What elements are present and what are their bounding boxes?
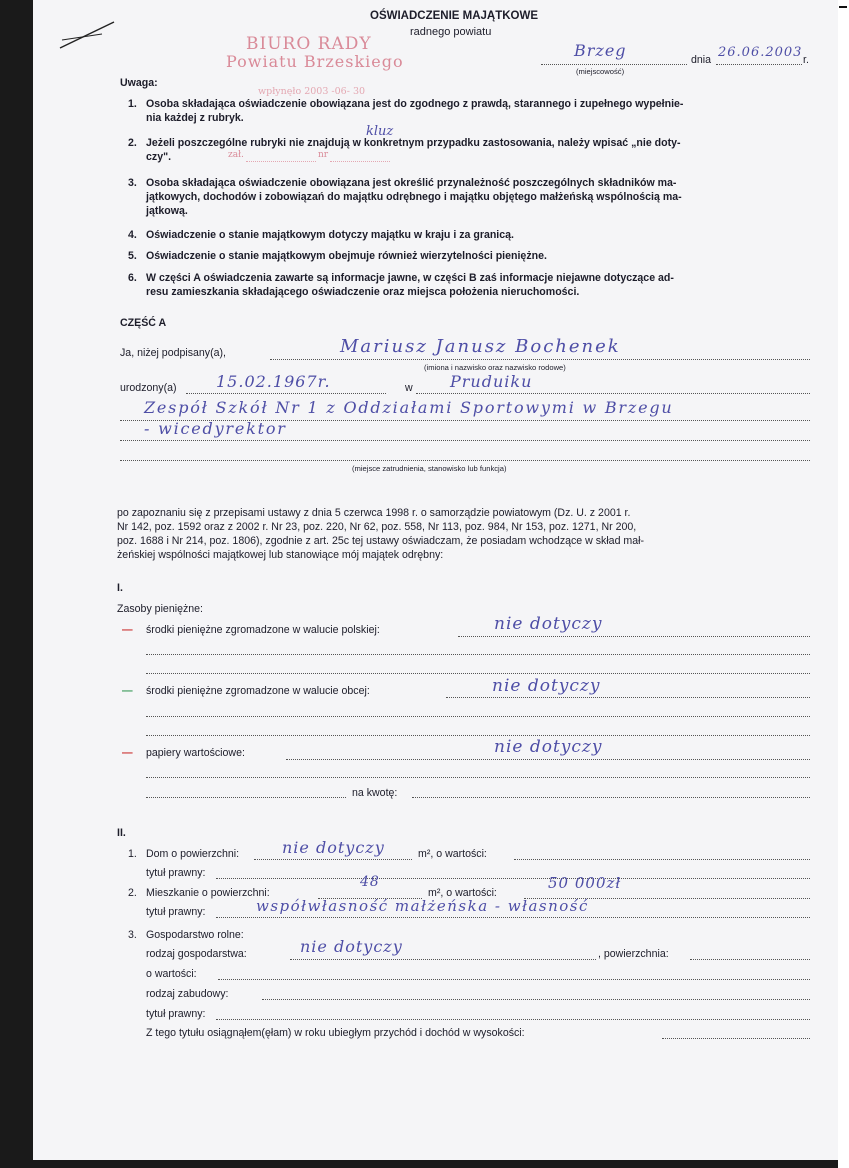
- securities-line-2: [146, 777, 810, 778]
- statement-line-3: poz. 1688 i Nr 214, poz. 1806), zgodnie z art. 25c tej ustawy oświadczam, że posiadam wchodzące w skład mał-: [117, 535, 645, 547]
- page-edge: [838, 0, 849, 1168]
- place-caption: (miejscowość): [576, 67, 625, 76]
- place-dotted-line: [541, 64, 687, 65]
- securities-handwritten: nie dotyczy: [494, 737, 603, 757]
- mieszkanie-m2-label: m², o wartości:: [428, 887, 497, 899]
- powierzchnia-label: , powierzchnia:: [598, 948, 669, 960]
- uwaga-item-6-line-1: W części A oświadczenia zawarte są informacje jawne, w części B zaś informacje niejawne dotyczące ad-: [146, 272, 674, 284]
- uwaga-item-2-line-2: czy".: [146, 151, 172, 163]
- born-place-handwritten: Pruduiku: [450, 372, 533, 391]
- corner-mark: [839, 6, 847, 8]
- rodzaj-line: [290, 959, 596, 960]
- mieszkanie-label: Mieszkanie o powierzchni:: [146, 887, 270, 899]
- pln-line-3: [146, 673, 810, 674]
- rodzaj-handwritten: nie dotyczy: [300, 937, 403, 956]
- statement-line-4: żeńskiej wspólności majątkowej lub stanowiące mój majątek odrębny:: [117, 549, 444, 561]
- item-2-num: 2.: [128, 887, 137, 899]
- securities-line-3: [146, 797, 346, 798]
- date-dotted-line: [716, 64, 802, 65]
- uwaga-item-6-num: 6.: [128, 272, 137, 284]
- document-title: OŚWIADCZENIE MAJĄTKOWE: [370, 10, 539, 22]
- foreign-line-2: [146, 716, 810, 717]
- pln-label: środki pieniężne zgromadzone w walucie polskiej:: [146, 624, 380, 636]
- uwaga-item-3-line-3: jątkową.: [146, 205, 188, 217]
- dom-label: Dom o powierzchni:: [146, 848, 240, 860]
- uwaga-item-4-line-1: Oświadczenie o stanie majątkowym dotyczy majątku w kraju i za granicą.: [146, 229, 514, 241]
- stamp-initials: kluz: [366, 124, 394, 139]
- foreign-dash: —: [122, 685, 133, 697]
- uwaga-item-6-line-2: resu zamieszkania składającego oświadczenie oraz miejsca położenia nieruchomości.: [146, 286, 580, 298]
- uwaga-item-3-line-2: jątkowych, dochodów i zobowiązań do majątku odrębnego i majątku objętego małżeńską wspólnością ma-: [146, 191, 682, 203]
- statement-line-2: Nr 142, poz. 1592 oraz z 2002 r. Nr 23, poz. 220, Nr 62, poz. 558, Nr 113, poz. 984, Nr 153, poz. 1271, Nr 200,: [117, 521, 637, 533]
- tytul-2-line: [216, 1019, 810, 1020]
- employment-handwritten-2: - wicedyrektor: [144, 419, 287, 438]
- mieszkanie-tytul-label: tytuł prawny:: [146, 906, 206, 918]
- mieszkanie-tytul-handwritten: współwłasność małżeńska - własność: [256, 897, 589, 915]
- name-dotted-line: [270, 359, 810, 360]
- uwaga-heading: Uwaga:: [120, 77, 158, 89]
- date-handwritten: 26.06.2003: [718, 45, 803, 60]
- zabudowy-label: rodzaj zabudowy:: [146, 988, 229, 1000]
- date-suffix: r.: [803, 54, 809, 66]
- employment-line-2: [120, 440, 810, 441]
- date-label: dnia: [691, 54, 712, 66]
- dom-tytul-label: tytuł prawny:: [146, 867, 206, 879]
- securities-label: papiery wartościowe:: [146, 747, 245, 759]
- czesc-a-heading: CZĘŚĆ A: [120, 317, 167, 329]
- employment-caption: (miejsce zatrudnienia, stanowisko lub funkcja): [352, 464, 507, 473]
- dochod-label: Z tego tytułu osiągnąłem(ęłam) w roku ubiegłym przychód i dochód w wysokości:: [146, 1027, 525, 1039]
- place-handwritten: Brzeg: [574, 41, 627, 60]
- ja-label: Ja, niżej podpisany(a),: [120, 347, 226, 359]
- document-subtitle: radnego powiatu: [410, 26, 492, 38]
- stamp-line-2: Powiatu Brzeskiego: [226, 52, 404, 71]
- stamp-nr-label: nr: [318, 150, 329, 160]
- section-ii-heading: II.: [117, 827, 126, 839]
- na-kwote-line: [412, 797, 810, 798]
- uwaga-item-4-num: 4.: [128, 229, 137, 241]
- foreign-handwritten: nie dotyczy: [492, 676, 601, 696]
- section-i-heading: I.: [117, 582, 123, 594]
- o-wartosci-line: [218, 979, 810, 980]
- born-w-label: w: [405, 382, 413, 394]
- uwaga-item-1-line-2: nia każdej z rubryk.: [146, 112, 244, 124]
- employment-line-3: [120, 460, 810, 461]
- powierzchnia-line: [690, 959, 810, 960]
- stamp-zal-line: [246, 161, 316, 162]
- zasoby-label: Zasoby pieniężne:: [117, 603, 203, 615]
- mieszkanie-tytul-line: [216, 917, 810, 918]
- born-label: urodzony(a): [120, 382, 177, 394]
- born-place-line: [416, 393, 810, 394]
- uwaga-item-2-num: 2.: [128, 137, 137, 149]
- pln-line-1: [458, 636, 810, 637]
- foreign-label: środki pieniężne zgromadzone w walucie obcej:: [146, 685, 370, 697]
- foreign-line-3: [146, 735, 810, 736]
- born-date-handwritten: 15.02.1967r.: [216, 372, 331, 391]
- na-kwote-label: na kwotę:: [352, 787, 398, 799]
- pen-mark: [58, 18, 118, 52]
- pln-handwritten: nie dotyczy: [494, 614, 603, 634]
- gosp-label: Gospodarstwo rolne:: [146, 929, 244, 941]
- name-handwritten: Mariusz Janusz Bochenek: [340, 336, 621, 357]
- item-1-num: 1.: [128, 848, 137, 860]
- dom-handwritten: nie dotyczy: [282, 838, 385, 857]
- uwaga-item-5-num: 5.: [128, 250, 137, 262]
- document-page: [33, 0, 838, 1160]
- securities-dash: —: [122, 747, 133, 759]
- stamp-zal-label: zał.: [228, 150, 244, 160]
- dom-value-line: [514, 859, 810, 860]
- mieszkanie-area-handwritten: 48: [360, 874, 380, 890]
- o-wartosci-label: o wartości:: [146, 968, 197, 980]
- securities-line-1: [286, 759, 810, 760]
- uwaga-item-1-num: 1.: [128, 98, 137, 110]
- dochod-line: [662, 1038, 810, 1039]
- uwaga-item-1-line-1: Osoba składająca oświadczenie obowiązana jest do zgodnego z prawdą, starannego i zupełnego wypełnie-: [146, 98, 684, 110]
- pln-dash: —: [122, 624, 133, 636]
- rodzaj-label: rodzaj gospodarstwa:: [146, 948, 247, 960]
- dom-area-line: [254, 859, 412, 860]
- born-date-line: [186, 393, 386, 394]
- foreign-line-1: [446, 697, 810, 698]
- statement-line-1: po zapoznaniu się z przepisami ustawy z dnia 5 czerwca 1998 r. o samorządzie powiatowym (Dz. U. z 2001 r.: [117, 507, 631, 519]
- item-3-num: 3.: [128, 929, 137, 941]
- tytul-2-label: tytuł prawny:: [146, 1008, 206, 1020]
- stamp-nr-line: [330, 161, 390, 162]
- zabudowy-line: [262, 999, 810, 1000]
- uwaga-item-3-num: 3.: [128, 177, 137, 189]
- uwaga-item-3-line-1: Osoba składająca oświadczenie obowiązana jest określić przynależność poszczególnych składników ma-: [146, 177, 677, 189]
- pln-line-2: [146, 654, 810, 655]
- name-caption: (imiona i nazwisko oraz nazwisko rodowe): [424, 363, 566, 372]
- dom-m2-label: m², o wartości:: [418, 848, 487, 860]
- stamp-line-1: BIURO RADY: [246, 34, 372, 54]
- uwaga-item-5-line-1: Oświadczenie o stanie majątkowym obejmuje również wierzytelności pieniężne.: [146, 250, 547, 262]
- dom-tytul-line: [216, 878, 810, 879]
- stamp-received: wpłynęło 2003 -06- 30: [258, 86, 366, 97]
- uwaga-item-2-line-1: Jeżeli poszczególne rubryki nie znajdują w konkretnym przypadku zastosowania, należy wpisać „nie doty-: [146, 137, 681, 149]
- mieszkanie-value-handwritten: 50 000zł: [548, 874, 622, 892]
- employment-handwritten-1: Zespół Szkół Nr 1 z Oddziałami Sportowymi w Brzegu: [144, 398, 674, 417]
